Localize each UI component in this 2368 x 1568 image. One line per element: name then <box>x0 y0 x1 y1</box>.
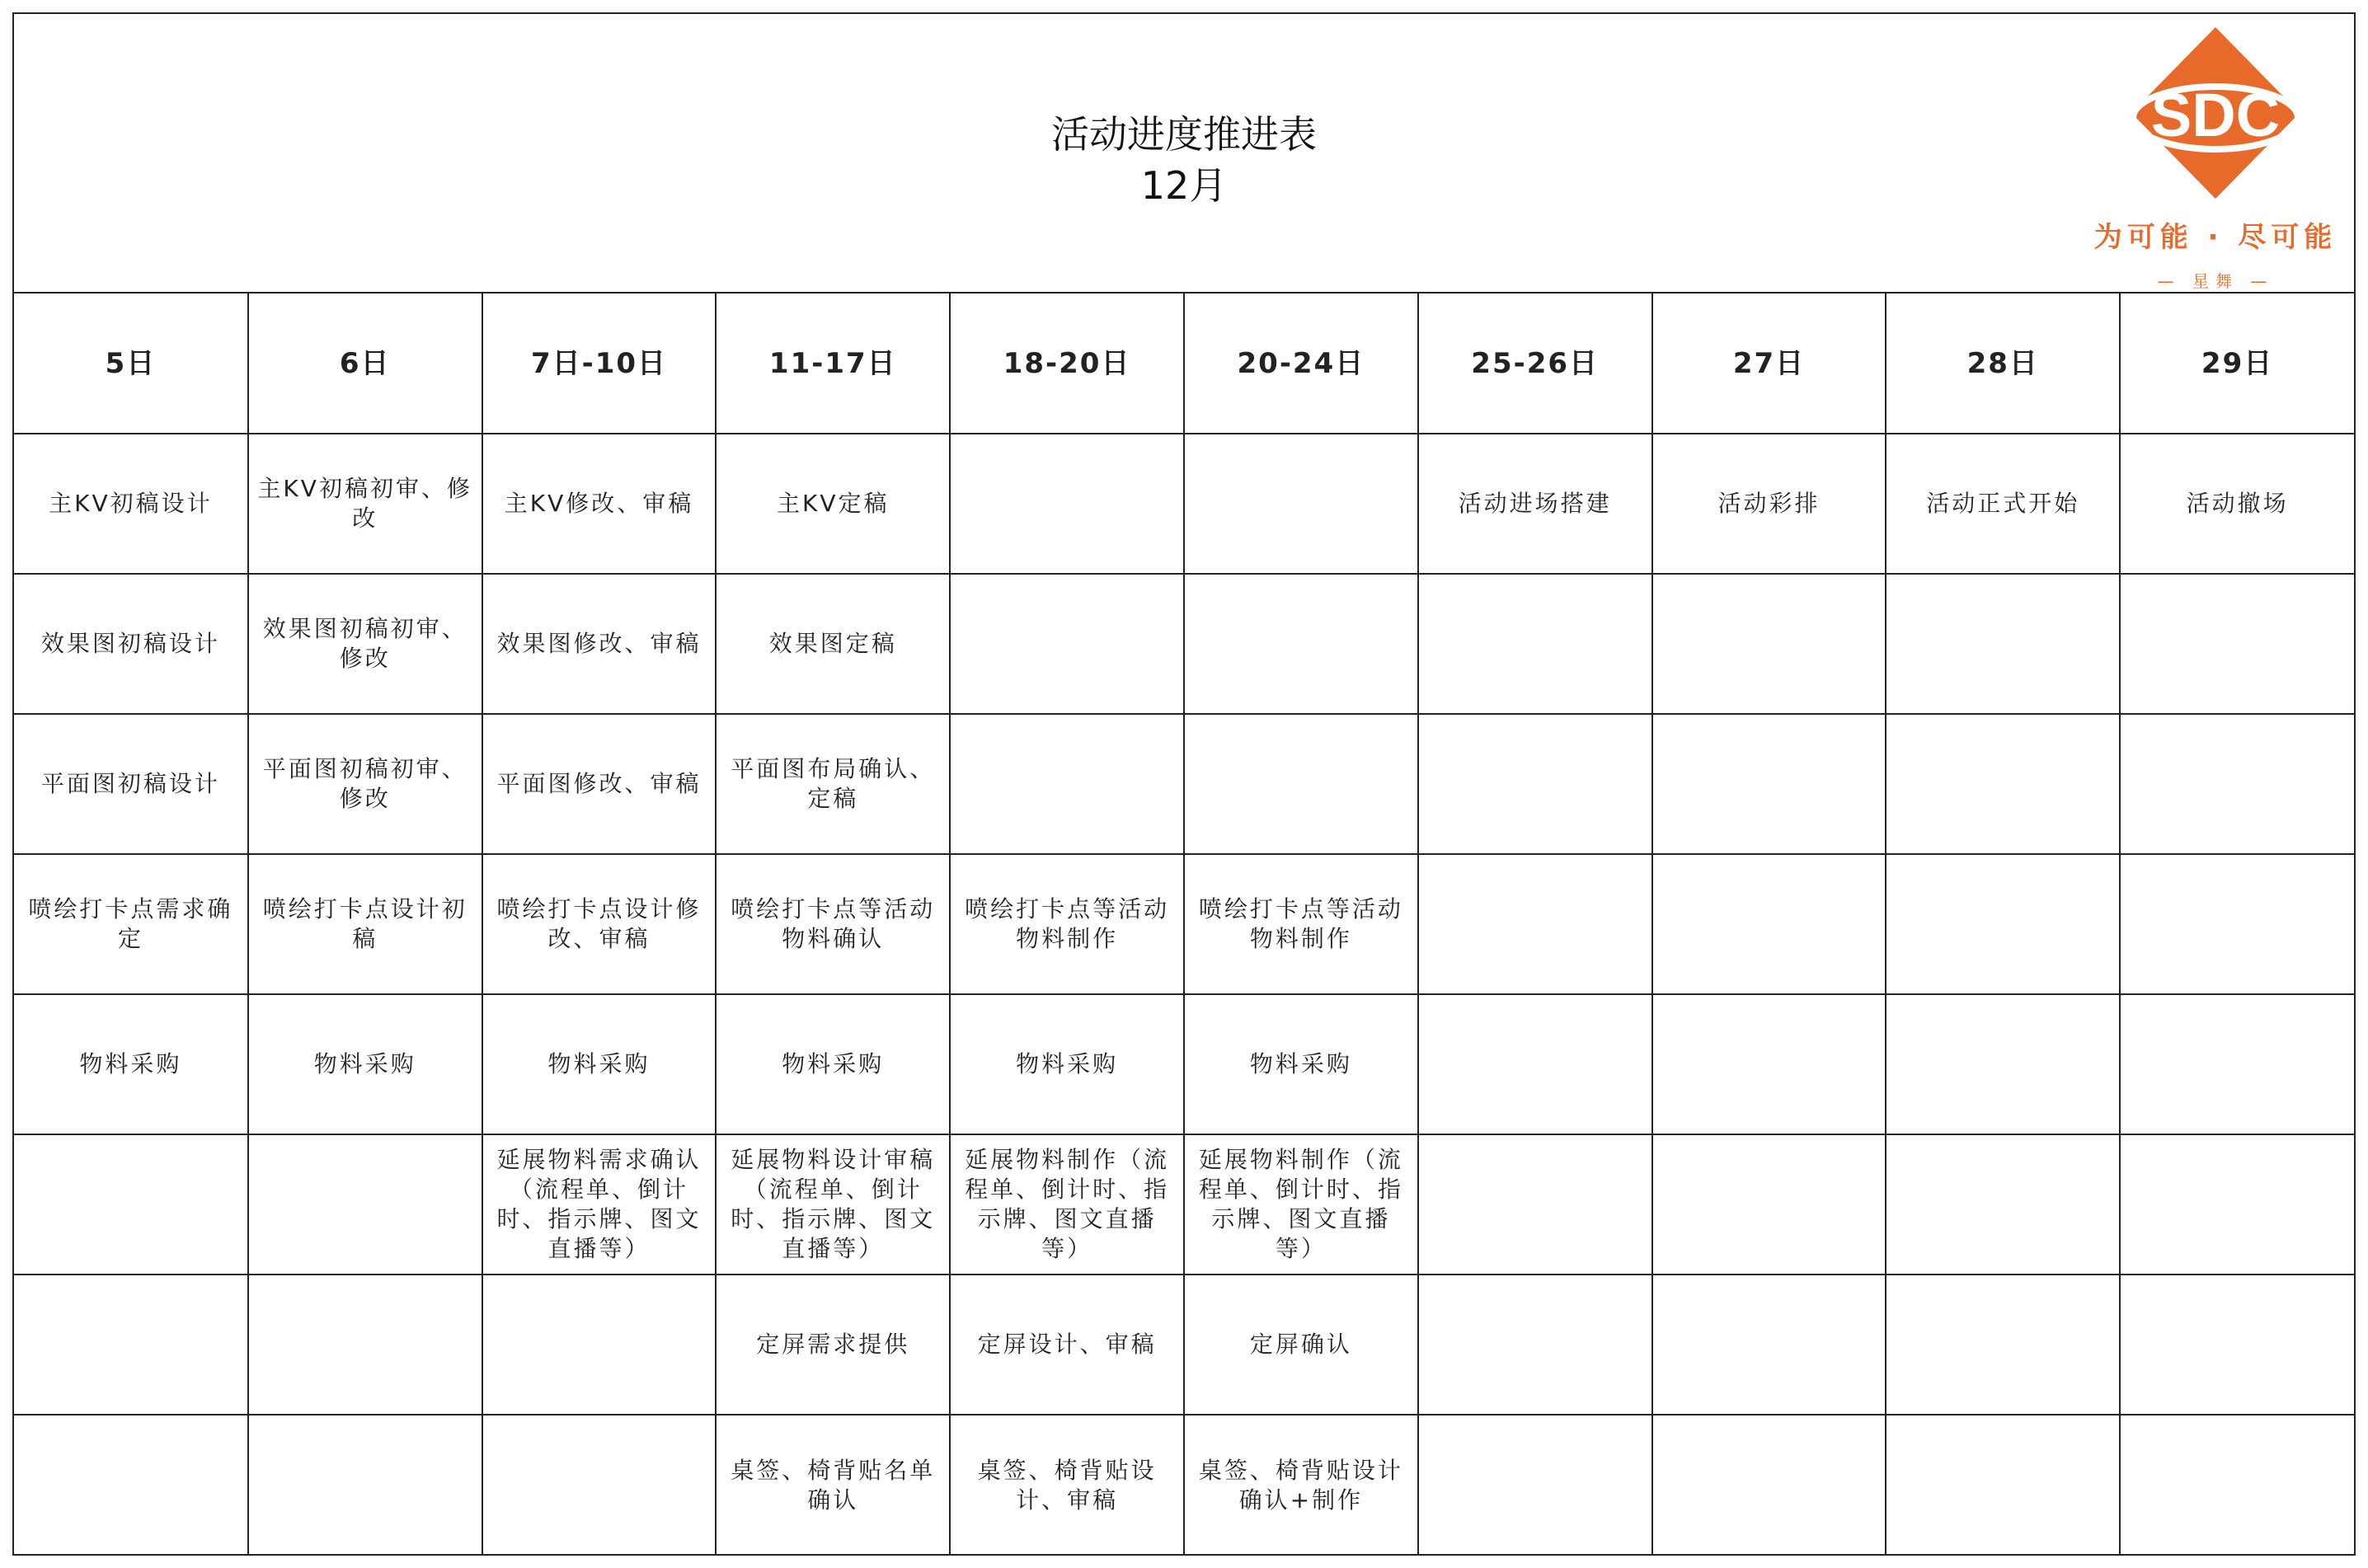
column-header: 11-17日 <box>716 293 950 434</box>
task-cell <box>950 434 1184 574</box>
task-cell <box>1418 1134 1652 1275</box>
column-header: 18-20日 <box>950 293 1184 434</box>
page-subtitle: 12月 <box>1140 163 1228 208</box>
task-cell: 效果图初稿初审、修改 <box>248 574 482 714</box>
page-title: 活动进度推进表 <box>1051 112 1317 157</box>
task-cell: 活动撤场 <box>2120 434 2354 574</box>
sdc-logo <box>2084 21 2347 293</box>
task-cell <box>1418 994 1652 1134</box>
task-cell: 定屏需求提供 <box>716 1275 950 1415</box>
task-cell: 活动进场搭建 <box>1418 434 1652 574</box>
task-cell: 喷绘打卡点设计修改、审稿 <box>482 854 717 994</box>
task-cell <box>2120 1415 2354 1555</box>
task-cell <box>1652 1275 1886 1415</box>
task-cell: 定屏确认 <box>1184 1275 1418 1415</box>
task-cell <box>1418 1415 1652 1555</box>
task-cell: 喷绘打卡点等活动物料制作 <box>950 854 1184 994</box>
table-row <box>14 714 2354 854</box>
column-header: 6日 <box>248 293 482 434</box>
table-row <box>14 1275 2354 1415</box>
task-cell <box>2120 714 2354 854</box>
task-cell: 主KV修改、审稿 <box>482 434 717 574</box>
task-cell: 物料采购 <box>14 994 248 1134</box>
task-cell <box>1652 1415 1886 1555</box>
task-cell: 定屏设计、审稿 <box>950 1275 1184 1415</box>
table-row <box>14 1415 2354 1555</box>
task-cell: 喷绘打卡点设计初稿 <box>248 854 482 994</box>
title-block <box>14 109 2354 211</box>
column-header: 5日 <box>14 293 248 434</box>
task-cell: 桌签、椅背贴设计、审稿 <box>950 1415 1184 1555</box>
schedule-table <box>14 293 2354 1555</box>
task-cell: 平面图修改、审稿 <box>482 714 717 854</box>
task-cell <box>2120 854 2354 994</box>
task-cell <box>1652 994 1886 1134</box>
task-cell: 喷绘打卡点需求确定 <box>14 854 248 994</box>
column-header: 25-26日 <box>1418 293 1652 434</box>
task-cell <box>248 1134 482 1275</box>
task-cell <box>2120 994 2354 1134</box>
table-row <box>14 1134 2354 1275</box>
task-cell: 喷绘打卡点等活动物料确认 <box>716 854 950 994</box>
column-header: 29日 <box>2120 293 2354 434</box>
sheet-header <box>14 14 2354 293</box>
logo-tagline: 为可能 · 尽可能 <box>2093 221 2337 254</box>
task-cell <box>1184 574 1418 714</box>
task-cell: 延展物料制作（流程单、倒计时、指示牌、图文直播等） <box>1184 1134 1418 1275</box>
sdc-logo-icon <box>2084 21 2347 210</box>
task-cell: 物料采购 <box>716 994 950 1134</box>
task-cell <box>14 1134 248 1275</box>
task-cell: 物料采购 <box>482 994 717 1134</box>
task-cell <box>2120 1134 2354 1275</box>
task-cell <box>1886 1275 2120 1415</box>
task-cell: 物料采购 <box>248 994 482 1134</box>
task-cell <box>2120 1275 2354 1415</box>
task-cell <box>14 1275 248 1415</box>
task-cell: 延展物料制作（流程单、倒计时、指示牌、图文直播等） <box>950 1134 1184 1275</box>
task-cell: 延展物料设计审稿（流程单、倒计时、指示牌、图文直播等） <box>716 1134 950 1275</box>
table-row <box>14 994 2354 1134</box>
task-cell: 活动正式开始 <box>1886 434 2120 574</box>
column-header: 27日 <box>1652 293 1886 434</box>
task-cell <box>1886 574 2120 714</box>
task-cell <box>1886 1134 2120 1275</box>
task-cell: 延展物料需求确认（流程单、倒计时、指示牌、图文直播等） <box>482 1134 717 1275</box>
task-cell <box>14 1415 248 1555</box>
task-cell: 物料采购 <box>950 994 1184 1134</box>
task-cell <box>2120 574 2354 714</box>
task-cell <box>1418 714 1652 854</box>
task-cell: 效果图定稿 <box>716 574 950 714</box>
task-cell <box>1652 714 1886 854</box>
header-row <box>14 293 2354 434</box>
task-cell <box>1184 434 1418 574</box>
task-cell: 物料采购 <box>1184 994 1418 1134</box>
task-cell <box>248 1415 482 1555</box>
task-cell <box>482 1275 717 1415</box>
column-header: 7日-10日 <box>482 293 717 434</box>
task-cell: 平面图初稿初审、修改 <box>248 714 482 854</box>
task-cell <box>1886 854 2120 994</box>
task-cell: 活动彩排 <box>1652 434 1886 574</box>
task-cell <box>1184 714 1418 854</box>
task-cell: 主KV初稿设计 <box>14 434 248 574</box>
task-cell <box>1418 1275 1652 1415</box>
task-cell: 主KV定稿 <box>716 434 950 574</box>
schedule-sheet <box>12 12 2356 1556</box>
task-cell: 平面图布局确认、定稿 <box>716 714 950 854</box>
task-cell: 桌签、椅背贴名单确认 <box>716 1415 950 1555</box>
task-cell: 效果图初稿设计 <box>14 574 248 714</box>
logo-sub: — 星舞 — <box>2157 271 2274 291</box>
task-cell <box>1886 714 2120 854</box>
column-header: 20-24日 <box>1184 293 1418 434</box>
task-cell <box>1418 574 1652 714</box>
task-cell <box>1652 1134 1886 1275</box>
task-cell <box>1418 854 1652 994</box>
task-cell: 主KV初稿初审、修改 <box>248 434 482 574</box>
task-cell <box>248 1275 482 1415</box>
task-cell: 平面图初稿设计 <box>14 714 248 854</box>
task-cell <box>1652 854 1886 994</box>
task-cell <box>1886 994 2120 1134</box>
table-row <box>14 854 2354 994</box>
task-cell <box>482 1415 717 1555</box>
task-cell <box>950 574 1184 714</box>
task-cell: 喷绘打卡点等活动物料制作 <box>1184 854 1418 994</box>
column-header: 28日 <box>1886 293 2120 434</box>
table-row <box>14 574 2354 714</box>
table-row <box>14 434 2354 574</box>
task-cell <box>1886 1415 2120 1555</box>
task-cell <box>950 714 1184 854</box>
task-cell <box>1652 574 1886 714</box>
logo-letters: SDC <box>2150 81 2281 149</box>
task-cell: 桌签、椅背贴设计确认+制作 <box>1184 1415 1418 1555</box>
task-cell: 效果图修改、审稿 <box>482 574 717 714</box>
